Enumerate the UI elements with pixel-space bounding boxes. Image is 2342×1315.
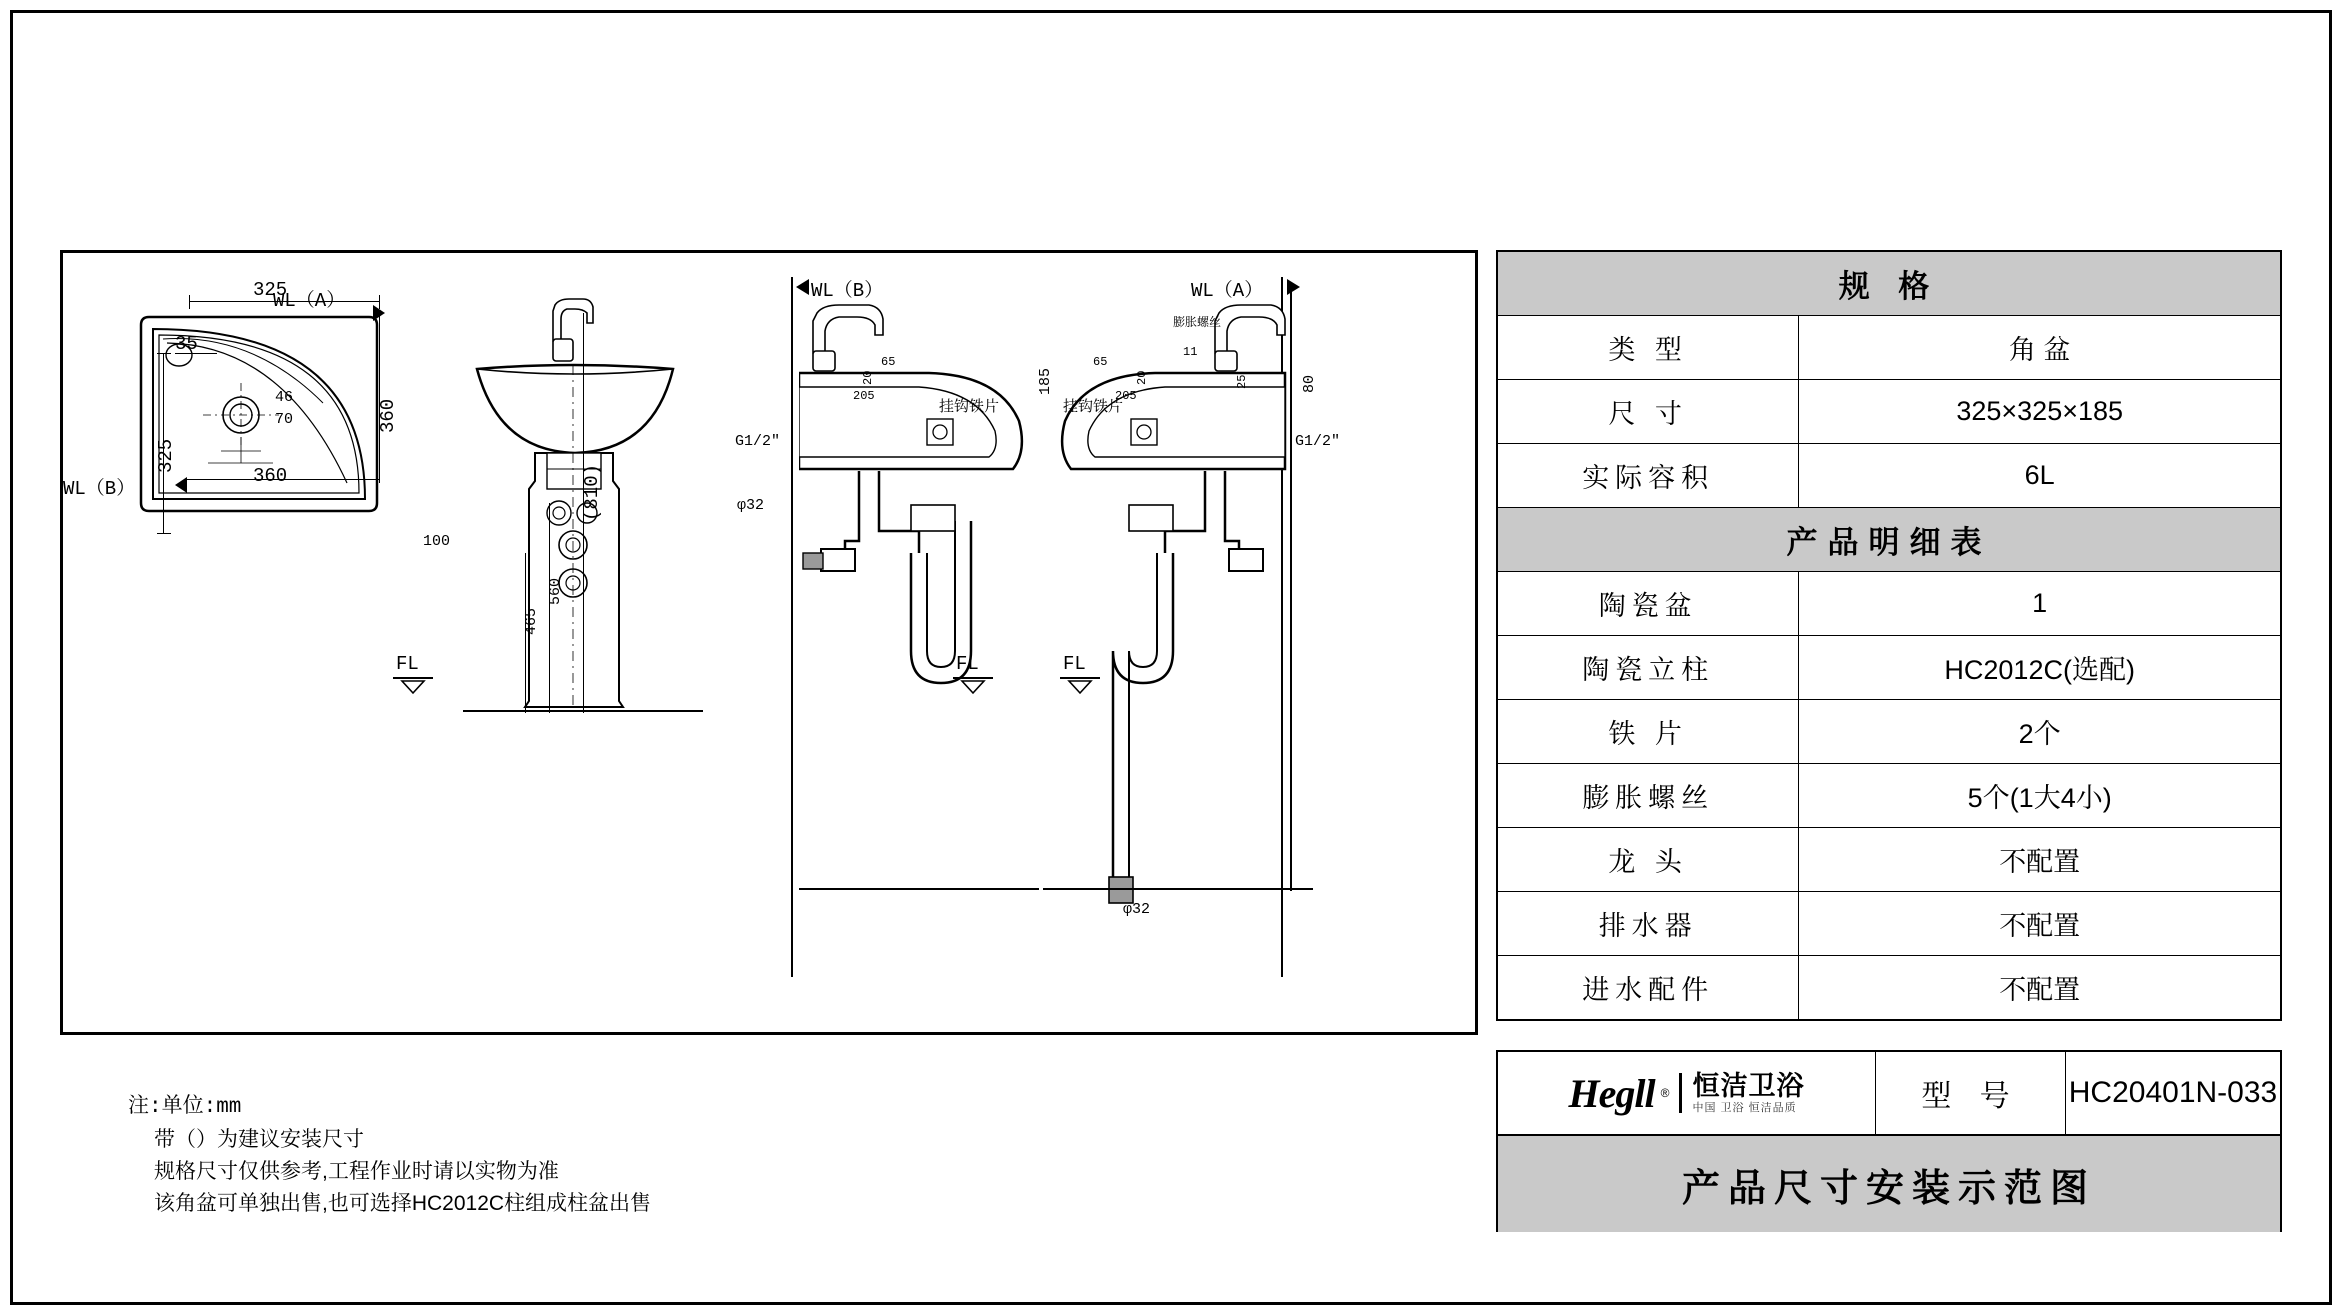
plan-dim-325-top: 325 xyxy=(253,279,288,301)
table-row xyxy=(1497,956,2281,1021)
spec-key-size: 尺 寸 xyxy=(1497,380,1799,444)
front-dim-560: 560 xyxy=(547,577,564,605)
part-key-inlet: 进水配件 xyxy=(1497,956,1799,1021)
note-line-4: 该角盆可单独出售,也可选择HC2012C柱组成柱盆出售 xyxy=(154,1192,652,1215)
section-a-label-expansion: 膨胀螺丝 xyxy=(1173,315,1222,329)
drawing-title-bar xyxy=(1498,1134,2280,1232)
front-dim-100: 100 xyxy=(423,533,451,550)
table-row xyxy=(1497,380,2281,444)
section-b-dim-205: 205 xyxy=(853,389,875,403)
part-value-pedestal: HC2012C(选配) xyxy=(1799,636,2281,700)
title-block-top xyxy=(1498,1052,2280,1134)
table-row xyxy=(1497,892,2281,956)
model-value: HC20401N-033 xyxy=(2068,1076,2278,1109)
part-value-screws: 5个(1大4小) xyxy=(1799,764,2281,828)
title-block xyxy=(1496,1050,2282,1232)
table-row xyxy=(1497,764,2281,828)
note-line-3: 规格尺寸仅供参考,工程作业时请以实物为准 xyxy=(154,1160,559,1183)
section-a-marker: WL（A） xyxy=(1191,280,1264,302)
section-a-dim-205: 205 xyxy=(1115,389,1137,403)
section-a-label-iron: 挂钩铁片 xyxy=(1063,398,1124,415)
logo-tagline: 中国 卫浴 恒洁品质 xyxy=(1692,1102,1797,1115)
front-dim-465: 465 xyxy=(523,607,540,635)
table-row xyxy=(1497,444,2281,508)
table-row xyxy=(1497,700,2281,764)
section-b-dim-65: 65 xyxy=(881,355,896,369)
part-key-screws: 膨胀螺丝 xyxy=(1497,764,1799,828)
part-key-iron: 铁 片 xyxy=(1497,700,1799,764)
spec-key-capacity: 实际容积 xyxy=(1497,444,1799,508)
section-a-marker-fl: FL xyxy=(1063,653,1086,675)
section-b-marker: WL（B） xyxy=(811,280,884,302)
section-b-dim-20: 20 xyxy=(861,370,875,385)
part-key-basin: 陶瓷盆 xyxy=(1497,572,1799,636)
part-key-drain: 排水器 xyxy=(1497,892,1799,956)
part-key-faucet: 龙 头 xyxy=(1497,828,1799,892)
part-value-inlet: 不配置 xyxy=(1799,956,2281,1021)
table-row xyxy=(1497,828,2281,892)
table-row xyxy=(1497,636,2281,700)
section-a-dim-80: 80 xyxy=(1301,374,1318,393)
notes-block xyxy=(128,1092,1028,1220)
parts-header-row xyxy=(1497,508,2281,572)
plan-dim-46: 46 xyxy=(275,389,294,406)
spec-header-row xyxy=(1497,251,2281,316)
part-value-faucet: 不配置 xyxy=(1799,828,2281,892)
note-line-1: 注:单位:mm xyxy=(128,1096,242,1119)
part-value-drain: 不配置 xyxy=(1799,892,2281,956)
front-marker-fl: FL xyxy=(396,653,419,675)
section-b-marker-fl: FL xyxy=(956,653,979,675)
section-a-dim-185: 185 xyxy=(1037,367,1054,395)
section-a-dim-11: 11 xyxy=(1183,345,1198,359)
note-line-2: 带（）为建议安装尺寸 xyxy=(154,1128,364,1151)
logo-chinese-name: 恒洁卫浴 xyxy=(1692,1071,1805,1102)
brand-logo xyxy=(1498,1052,1876,1134)
plan-dim-35: 35 xyxy=(175,333,198,355)
section-b-pipe: φ32 xyxy=(737,497,765,514)
parts-header: 产品明细表 xyxy=(1497,508,2281,572)
spec-key-type: 类 型 xyxy=(1497,316,1799,380)
section-a-dim-25: 25 xyxy=(1235,374,1249,389)
plan-dim-360-bottom: 360 xyxy=(253,465,288,487)
section-b-thread: G1/2" xyxy=(735,433,781,450)
plan-dim-360-right: 360 xyxy=(377,398,399,433)
section-b-label-iron: 挂钩铁片 xyxy=(939,398,1000,415)
logo-divider xyxy=(1679,1073,1682,1113)
plan-dim-325-left: 325 xyxy=(155,438,177,473)
part-value-iron: 2个 xyxy=(1799,700,2281,764)
spec-value-type: 角 盆 xyxy=(1799,316,2281,380)
table-row xyxy=(1497,316,2281,380)
model-label: 型 号 xyxy=(1876,1052,2066,1134)
section-a-dim-20: 20 xyxy=(1135,370,1149,385)
front-dim-810: (810) xyxy=(581,463,603,521)
plan-dim-70: 70 xyxy=(275,411,294,428)
spec-header: 规 格 xyxy=(1497,251,2281,316)
table-row xyxy=(1497,572,2281,636)
part-value-basin: 1 xyxy=(1799,572,2281,636)
plan-marker-wl-a: WL（A） xyxy=(273,290,346,312)
spec-value-size: 325×325×185 xyxy=(1799,380,2281,444)
registered-icon: ® xyxy=(1660,1086,1670,1100)
drawing-title: 产品尺寸安装示范图 xyxy=(1681,1167,2096,1210)
section-a-dim-65: 65 xyxy=(1093,355,1108,369)
drawing-area xyxy=(60,250,1478,1035)
section-a-pipe: φ32 xyxy=(1123,901,1151,918)
plan-marker-wl-b: WL（B） xyxy=(63,478,136,500)
section-a-thread: G1/2" xyxy=(1295,433,1341,450)
logo-wordmark: Hegll xyxy=(1568,1070,1655,1116)
spec-value-capacity: 6L xyxy=(1799,444,2281,508)
part-key-pedestal: 陶瓷立柱 xyxy=(1497,636,1799,700)
specification-table xyxy=(1496,250,2282,1021)
